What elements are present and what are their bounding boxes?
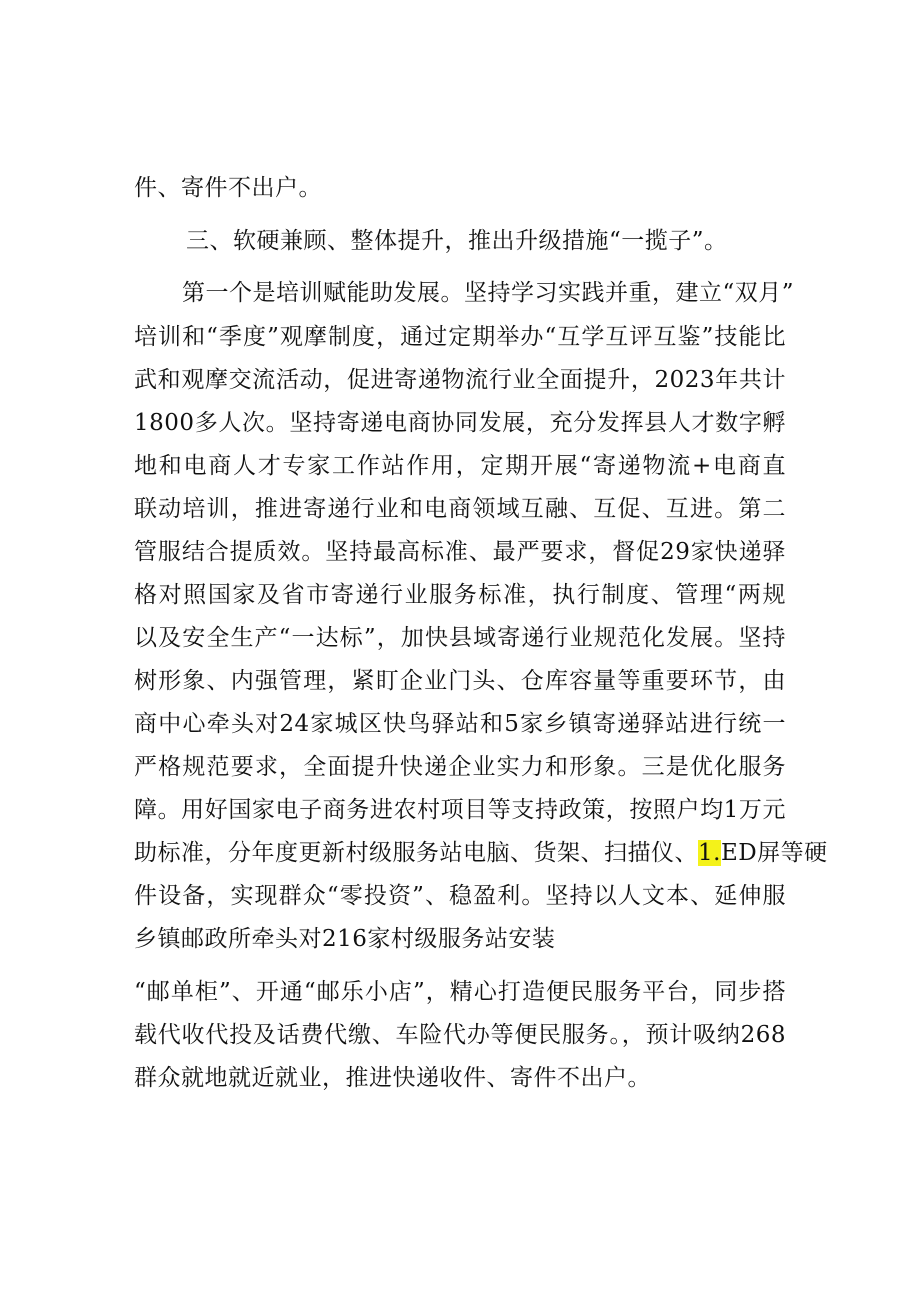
paragraph-line-with-highlight [134, 838, 828, 868]
paragraph-line: 树形象、内强管理，紧盯企业门头、仓库容量等重要环节，由 [134, 668, 786, 694]
paragraph-line: 1800多人次。坚持寄递电商协同发展，充分发挥县人才数字孵 [134, 410, 786, 436]
highlighted-text: 1. [698, 840, 721, 866]
paragraph-line: 障。用好国家电子商务进农村项目等支持政策，按照户均1万元 [134, 797, 786, 823]
paragraph-line: 乡镇邮政所牵头对216家村级服务站安装 [134, 926, 556, 952]
paragraph-line: 件设备，实现群众“零投资”、稳盈利。坚持以人文本、延伸服 [134, 883, 786, 909]
line-text: 助标准，分年度更新村级服务站电脑、货架、扫描仪、 [134, 840, 698, 866]
paragraph-line: 格对照国家及省市寄递行业服务标准，执行制度、管理“两规 [134, 582, 786, 608]
paragraph-line: 培训和“季度”观摩制度，通过定期举办“互学互评互鉴”技能比 [134, 324, 786, 350]
paragraph-line: 联动培训，推进寄递行业和电商领域互融、互促、互进。第二 [134, 496, 786, 522]
paragraph-line: 件、寄件不出户。 [134, 175, 322, 201]
paragraph-line: 以及安全生产“一达标”，加快县域寄递行业规范化发展。坚持 [134, 625, 786, 651]
paragraph-line: 第一个是培训赋能助发展。坚持学习实践并重，建立“双月” [182, 280, 795, 306]
section-heading: 三、软硬兼顾、整体提升，推出升级措施“一揽子”。 [186, 228, 728, 254]
line-text: ED屏等硬 [720, 840, 828, 866]
paragraph-line: 管服结合提质效。坚持最高标准、最严要求，督促29家快递驿 [134, 539, 786, 565]
paragraph-line: 载代收代投及话费代缴、车险代办等便民服务。，预计吸纳268 [134, 1022, 786, 1048]
paragraph-line: “邮单柜”、开通“邮乐小店”，精心打造便民服务平台，同步搭 [134, 979, 786, 1005]
paragraph-line: 地和电商人才专家工作站作用，定期开展“寄递物流+电商直 [134, 453, 786, 479]
paragraph-line: 商中心牵头对24家城区快鸟驿站和5家乡镇寄递驿站进行统一 [134, 711, 786, 737]
paragraph-line: 武和观摩交流活动，促进寄递物流行业全面提升，2023年共计 [134, 367, 786, 393]
paragraph-line: 群众就地就近就业，推进快递收件、寄件不出户。 [134, 1065, 651, 1091]
paragraph-line: 严格规范要求，全面提升快递企业实力和形象。三是优化服务 [134, 754, 786, 780]
